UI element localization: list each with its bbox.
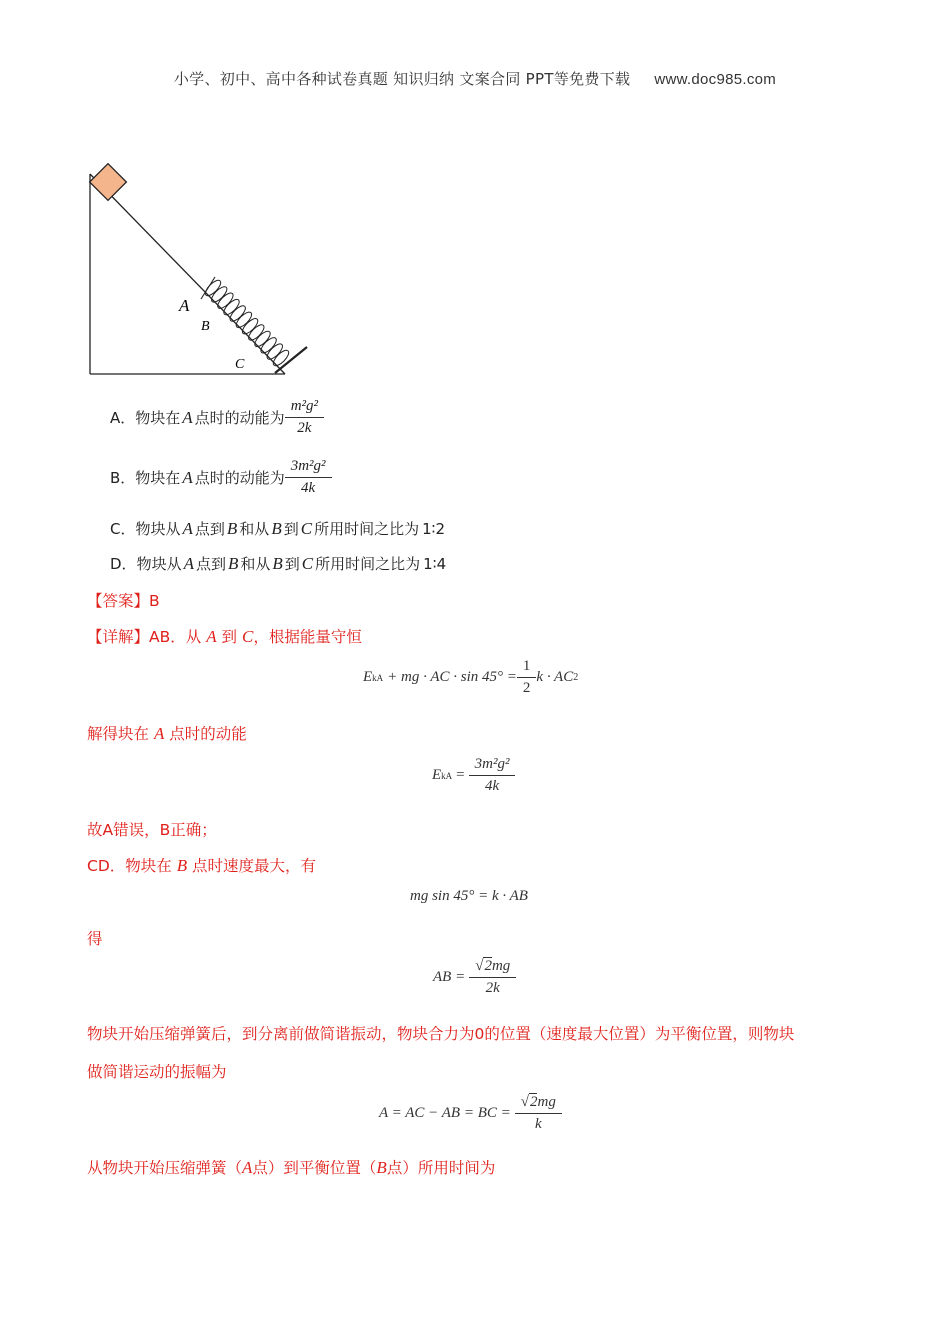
detail-line-7: 做简谐运动的振幅为	[87, 1063, 227, 1081]
equation-ek: E kA = $\frac{\text{3m²g²}}{4k}$	[432, 756, 515, 795]
option-d: D． 物块从 A 点到 B 和从 B 到 C 所用时间之比为 1∶4	[110, 553, 447, 573]
equation-equilibrium: mg sin 45° = k · AB	[410, 888, 528, 904]
label-c: C	[235, 357, 245, 372]
option-b-fraction: $\frac{\text{3m²g²}}{4k}$	[288, 458, 329, 497]
spring-coils	[203, 278, 291, 368]
option-c: C． 物块从 A 点到 B 和从 B 到 C 所用时间之比为 1∶2	[110, 518, 446, 538]
option-a-fraction: $\frac{\text{m²g²}}{2k}$	[288, 398, 321, 437]
label-b: B	[201, 319, 210, 334]
wall-at-c	[275, 347, 307, 373]
equation-ab: AB = $\frac{√2mg}{2k}$	[433, 958, 516, 997]
equation-amplitude: A = AC − AB = BC = $\frac{√2mg}{k}$	[379, 1094, 562, 1133]
label-a: A	[179, 296, 190, 315]
answer-line: 【答案】B	[87, 592, 160, 610]
header-text: 小学、初中、高中各种试卷真题 知识归纳 文案合同 PPT等免费下载	[173, 70, 631, 88]
detail-line-2: 解得块在 A 点时的动能	[87, 724, 247, 743]
detail-line-6: 物块开始压缩弹簧后，到分离前做简谐振动，物块合力为0的位置（速度最大位置）为平衡位置，则物块	[87, 1025, 795, 1043]
detail-line-8: 从物块开始压缩弹簧（A点）到平衡位置（B点）所用时间为	[87, 1158, 496, 1177]
block	[90, 164, 127, 201]
detail-line-4: CD．物块在 B 点时速度最大，有	[87, 856, 317, 875]
page-header	[0, 68, 950, 89]
option-b: B． 物块在 A 点时的动能为 $\frac{\text{3m²g²}}{4k}$	[110, 458, 332, 497]
incline-spring-figure	[85, 160, 315, 385]
header-url: www.doc985.com	[654, 71, 777, 88]
detail-line-1: 【详解】AB．从 A 到 C，根据能量守恒	[87, 627, 362, 646]
detail-line-5: 得	[87, 930, 103, 948]
detail-line-3: 故A错误，B正确；	[87, 821, 217, 839]
incline-triangle	[90, 174, 285, 374]
option-a: A． 物块在 A 点时的动能为 $\frac{\text{m²g²}}{2k}$	[110, 398, 324, 437]
equation-energy: E kA + mg · AC · sin 45° = $\frac{1}{2}$ k · AC 2	[363, 658, 579, 696]
